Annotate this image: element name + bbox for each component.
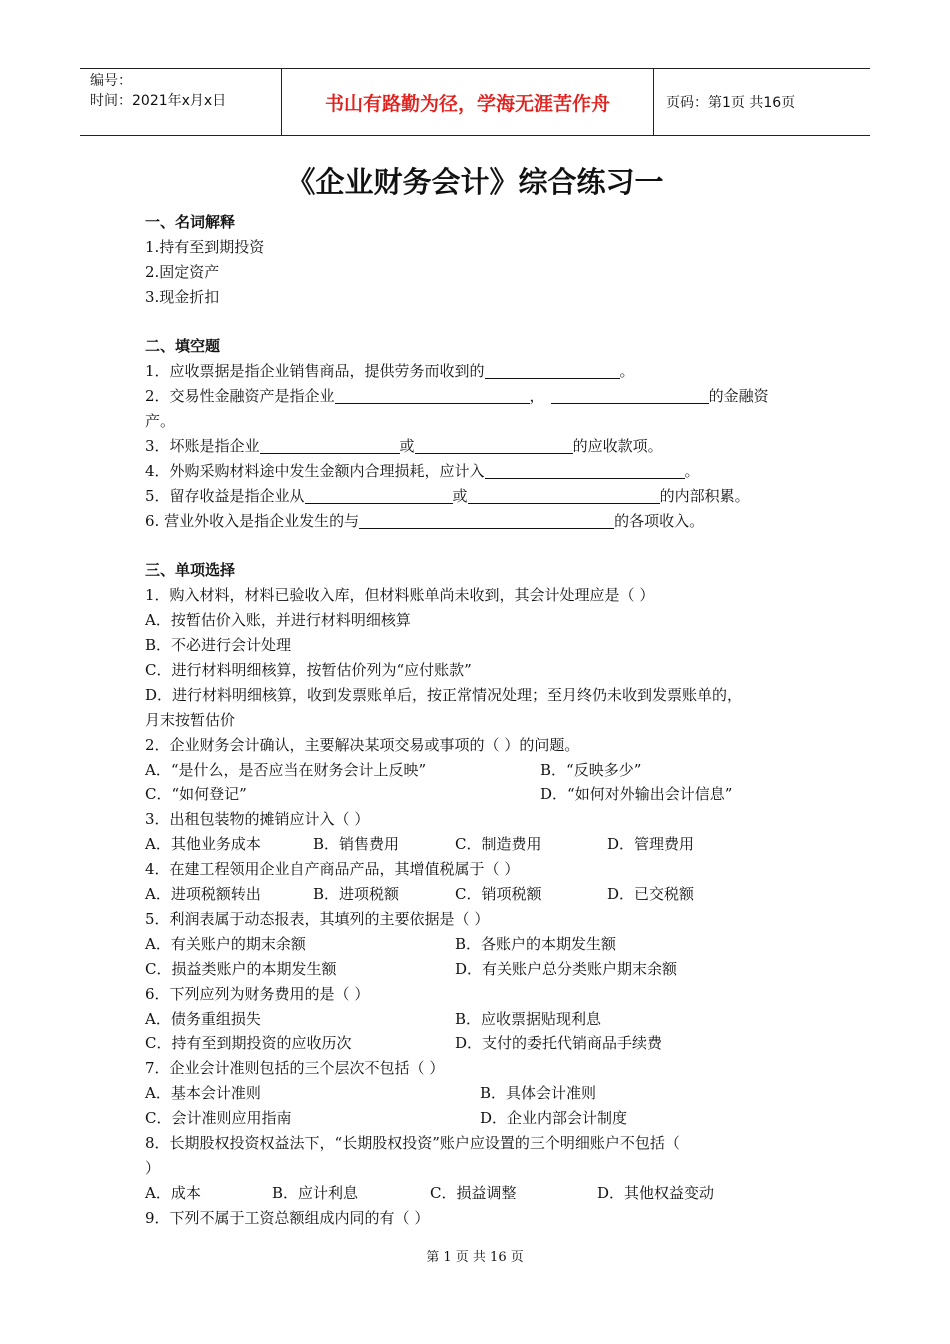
fill-question-cont: 产。 xyxy=(145,412,176,431)
header-number: 编号： xyxy=(90,73,132,89)
header-page: 页码：第1页 共16页 xyxy=(666,95,796,111)
question-text: 。 xyxy=(619,362,635,381)
question-text: 1．应收票据是指企业销售商品，提供劳务而收到的 xyxy=(145,362,485,381)
question-text: 或 xyxy=(452,486,468,505)
section-heading-choice: 三、单项选择 xyxy=(145,561,236,580)
choice-option-row xyxy=(145,932,825,957)
choice-question: 3．出租包装物的摊销应计入（ ） xyxy=(145,810,370,829)
answer-blank[interactable] xyxy=(485,362,620,379)
choice-option[interactable]: C．进行材料明细核算，按暂估价列为“应付账款” xyxy=(145,661,472,680)
choice-option-row xyxy=(145,832,825,857)
choice-option-row xyxy=(145,1081,825,1106)
question-text: 的各项收入。 xyxy=(614,511,705,530)
choice-option[interactable]: B．具体会计准则 xyxy=(480,1084,597,1103)
header-time: 时间：2021年x月x日 xyxy=(90,93,227,109)
choice-option[interactable]: A．按暂估价入账，并进行材料明细核算 xyxy=(145,611,411,630)
choice-option-row xyxy=(145,758,825,783)
answer-blank[interactable] xyxy=(415,437,573,454)
choice-option-row xyxy=(145,1181,825,1206)
term-item: 3.现金折扣 xyxy=(145,287,220,306)
page-title: 《企业财务会计》综合练习一 xyxy=(286,165,664,199)
choice-option-row xyxy=(145,882,825,907)
choice-option-row xyxy=(145,1031,825,1056)
question-text: 的内部积累。 xyxy=(659,486,750,505)
question-text: ， xyxy=(529,387,545,406)
question-text: 或 xyxy=(399,437,415,456)
answer-blank[interactable] xyxy=(335,387,530,404)
choice-question: 2．企业财务会计确认，主要解决某项交易或事项的（ ）的问题。 xyxy=(145,735,580,754)
question-text: 3．坏账是指企业 xyxy=(145,437,260,456)
choice-option[interactable]: D．管理费用 xyxy=(607,835,695,854)
section-heading-terms: 一、名词解释 xyxy=(145,213,236,231)
choice-option[interactable]: D．“如何对外输出会计信息” xyxy=(540,785,733,804)
question-text: 5．留存收益是指企业从 xyxy=(145,486,305,505)
fill-question xyxy=(145,509,825,534)
choice-option[interactable]: D．企业内部会计制度 xyxy=(480,1109,628,1128)
choice-option-row xyxy=(145,957,825,982)
choice-option[interactable]: B．“反映多少” xyxy=(540,760,642,779)
choice-option[interactable]: D．已交税额 xyxy=(607,885,695,904)
choice-option[interactable]: A．其他业务成本 xyxy=(145,835,261,854)
choice-option[interactable]: A．“是什么，是否应当在财务会计上反映” xyxy=(145,760,427,779)
header-meta xyxy=(80,69,282,135)
page-footer: 第 1 页 共 16 页 xyxy=(426,1250,524,1265)
answer-blank[interactable] xyxy=(305,487,453,504)
choice-option[interactable]: A．债务重组损失 xyxy=(145,1009,261,1028)
choice-question: 7．企业会计准则包括的三个层次不包括（ ） xyxy=(145,1059,445,1078)
choice-option[interactable]: C．制造费用 xyxy=(455,835,542,854)
choice-question: 5．利润表属于动态报表，其填列的主要依据是（ ） xyxy=(145,909,490,928)
choice-option-row xyxy=(145,782,825,807)
choice-question: 1．购入材料，材料已验收入库，但材料账单尚未收到，其会计处理应是（ ） xyxy=(145,586,655,605)
answer-blank[interactable] xyxy=(359,512,614,529)
choice-option[interactable]: C．持有至到期投资的应收历次 xyxy=(145,1034,352,1053)
choice-option[interactable]: A．进项税额转出 xyxy=(145,885,261,904)
choice-option[interactable]: B．进项税额 xyxy=(313,885,400,904)
choice-option[interactable]: D．其他权益变动 xyxy=(597,1183,715,1202)
choice-question: 8．长期股权投资权益法下，“长期股权投资”账户应设置的三个明细账户不包括（ xyxy=(145,1133,680,1152)
choice-option[interactable]: B．各账户的本期发生额 xyxy=(455,934,617,953)
fill-question xyxy=(145,359,825,384)
question-text: 的应收款项。 xyxy=(572,437,663,456)
choice-option[interactable]: D．支付的委托代销商品手续费 xyxy=(455,1034,663,1053)
choice-option[interactable]: C．损益类账户的本期发生额 xyxy=(145,959,337,978)
choice-option[interactable]: A．基本会计准则 xyxy=(145,1084,261,1103)
fill-question xyxy=(145,484,825,509)
choice-option[interactable]: C．“如何登记” xyxy=(145,785,247,804)
choice-option-row xyxy=(145,1106,825,1131)
answer-blank[interactable] xyxy=(485,462,685,479)
answer-blank[interactable] xyxy=(260,437,400,454)
document-body xyxy=(145,210,825,1231)
question-text: 。 xyxy=(684,461,700,480)
choice-option[interactable]: C．损益调整 xyxy=(430,1183,517,1202)
question-text: 的金融资 xyxy=(708,387,769,406)
choice-question: 9．下列不属于工资总额组成内同的有（ ） xyxy=(145,1208,430,1227)
term-item: 1.持有至到期投资 xyxy=(145,237,265,256)
choice-option[interactable]: A．有关账户的期末余额 xyxy=(145,934,306,953)
choice-option[interactable]: C．销项税额 xyxy=(455,885,542,904)
choice-option[interactable]: A．成本 xyxy=(145,1183,201,1202)
choice-option[interactable]: B．应计利息 xyxy=(272,1183,359,1202)
choice-question-cont: ） xyxy=(145,1158,161,1177)
choice-option[interactable]: B．应收票据贴现利息 xyxy=(455,1009,602,1028)
choice-option[interactable]: D．有关账户总分类账户期末余额 xyxy=(455,959,678,978)
question-text: 2．交易性金融资产是指企业 xyxy=(145,387,335,406)
fill-question xyxy=(145,434,825,459)
choice-question: 4．在建工程领用企业自产商品产品，其增值税属于（ ） xyxy=(145,860,520,879)
question-text: 4．外购采购材料途中发生金额内合理损耗，应计入 xyxy=(145,461,485,480)
choice-option-row xyxy=(145,1007,825,1032)
answer-blank[interactable] xyxy=(468,487,660,504)
answer-blank[interactable] xyxy=(551,387,709,404)
fill-question xyxy=(145,384,825,409)
choice-option[interactable]: D．进行材料明细核算，收到发票账单后，按正常情况处理；至月终仍未收到发票账单的， xyxy=(145,685,743,704)
choice-option-cont: 月末按暂估价 xyxy=(145,710,236,729)
choice-option[interactable]: B．不必进行会计处理 xyxy=(145,636,292,655)
section-heading-fill: 二、填空题 xyxy=(145,337,221,356)
choice-question: 6．下列应列为财务费用的是（ ） xyxy=(145,984,370,1003)
document-header xyxy=(80,68,870,136)
question-text: 6. 营业外收入是指企业发生的与 xyxy=(145,511,360,530)
choice-option[interactable]: C．会计准则应用指南 xyxy=(145,1109,292,1128)
term-item: 2.固定资产 xyxy=(145,262,220,281)
fill-question xyxy=(145,459,825,484)
header-motto: 书山有路勤为径，学海无涯苦作舟 xyxy=(282,69,654,135)
choice-option[interactable]: B．销售费用 xyxy=(313,835,400,854)
